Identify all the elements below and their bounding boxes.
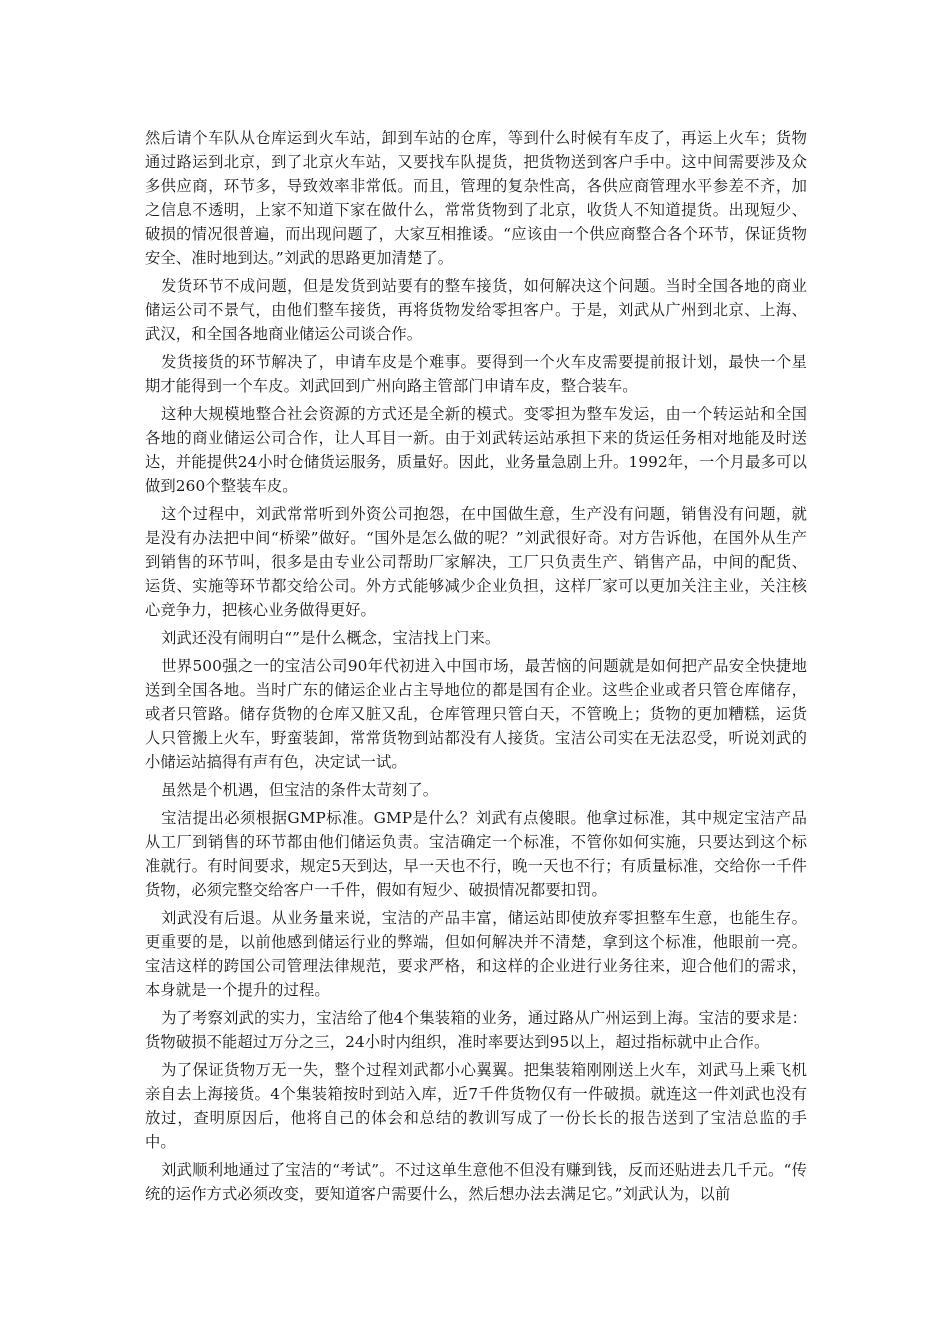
- paragraph-5: 这个过程中，刘武常常听到外资公司抱怨，在中国做生意，生产没有问题，销售没有问题，就是没有办法把中间“桥梁”做好。“国外是怎么做的呢？”刘武很好奇。对方告诉他，在国外从生产到销售的环节叫，很多是由专业公司帮助厂家解决，工厂只负责生产、销售产品，中间的配货、运货、实施等环节都交给公司。外方式能够减少企业负担，这样厂家可以更加关注主业，关注核心竞争力，把核心业务做得更好。: [145, 505, 807, 619]
- paragraph-8: 虽然是个机遇，但宝洁的条件太苛刻了。: [161, 781, 439, 799]
- paragraph-10: 刘武没有后退。从业务量来说，宝洁的产品丰富，储运站即使放弃零担整车生意，也能生存。更重要的是，以前他感到储运行业的弊端，但如何解决并不清楚，拿到这个标准，他眼前一亮。宝洁这样的跨国公司管理法律规范，要求严格，和这样的企业进行业务往来，迎合他们的需求，本身就是一个提升的过程。: [145, 909, 807, 999]
- paragraph-11: 为了考察刘武的实力，宝洁给了他4个集装箱的业务，通过路从广州运到上海。宝洁的要求是：货物破损不能超过万分之三，24小时内组织，准时率要达到95以上，超过指标就中止合作。: [145, 1009, 807, 1051]
- paragraph-1: 然后请个车队从仓库运到火车站，卸到车站的仓库，等到什么时候有车皮了，再运上火车；货物通过路运到北京，到了北京火车站，又要找车队提货，把货物送到客户手中。这中间需要涉及众多供应商，环节多，导致效率非常低。而且，管理的复杂性高，各供应商管理水平参差不齐，加之信息不透明，上家不知道下家在做什么，常常货物到了北京，收货人不知道提货。出现短少、破损的情况很普遍，而出现问题了，大家互相推诿。“应该由一个供应商整合各个环节，保证货物安全、准时地到达。”刘武的思路更加清楚了。: [145, 129, 807, 267]
- paragraph-4: 这种大规模地整合社会资源的方式还是全新的模式。变零担为整车发运，由一个转运站和全国各地的商业储运公司合作，让人耳目一新。由于刘武转运站承担下来的货运任务相对地能及时送达，并能提供24小时仓储货运服务，质量好。因此，业务量急剧上升。1992年，一个月最多可以做到260个整装车皮。: [145, 405, 807, 495]
- paragraph-3: 发货接货的环节解决了，申请车皮是个难事。要得到一个火车皮需要提前报计划，最快一个星期才能得到一个车皮。刘武回到广州向路主管部门申请车皮，整合装车。: [145, 353, 807, 395]
- paragraph-6: 刘武还没有闹明白“”是什么概念，宝洁找上门来。: [161, 629, 501, 647]
- document-body: [145, 126, 807, 1210]
- paragraph-9: 宝洁提出必须根据GMP标准。GMP是什么？刘武有点傻眼。他拿过标准，其中规定宝洁产品从工厂到销售的环节都由他们储运负责。宝洁确定一个标准，不管你如何实施，只要达到这个标准就行。有时间要求，规定5天到达，早一天也不行，晚一天也不行；有质量标准，交给你一千件货物，必须完整交给客户一千件，假如有短少、破损情况都要扣罚。: [145, 809, 807, 899]
- paragraph-13: 刘武顺利地通过了宝洁的“考试”。不过这单生意他不但没有赚到钱，反而还贴进去几千元。“传统的运作方式必须改变，要知道客户需要什么，然后想办法去满足它。”刘武认为，以前: [145, 1161, 807, 1203]
- paragraph-2: 发货环节不成问题，但是发货到站要有的整车接货，如何解决这个问题。当时全国各地的商业储运公司不景气，由他们整车接货，再将货物发给零担客户。于是，刘武从广州到北京、上海、武汉，和全国各地商业储运公司谈合作。: [145, 277, 807, 343]
- paragraph-7: 世界500强之一的宝洁公司90年代初进入中国市场，最苦恼的问题就是如何把产品安全快捷地送到全国各地。当时广东的储运企业占主导地位的都是国有企业。这些企业或者只管仓库储存，或者只管路。储存货物的仓库又脏又乱，仓库管理只管白天，不管晚上；货物的更加糟糕，运货人只管搬上火车，野蛮装卸，常常货物到站都没有人接货。宝洁公司实在无法忍受，听说刘武的小储运站搞得有声有色，决定试一试。: [145, 657, 807, 771]
- paragraph-12: 为了保证货物万无一失，整个过程刘武都小心翼翼。把集装箱刚刚送上火车，刘武马上乘飞机亲自去上海接货。4个集装箱按时到站入库，近7千件货物仅有一件破损。就连这一件刘武也没有放过，查明原因后，他将自己的体会和总结的教训写成了一份长长的报告送到了宝洁总监的手中。: [145, 1061, 807, 1151]
